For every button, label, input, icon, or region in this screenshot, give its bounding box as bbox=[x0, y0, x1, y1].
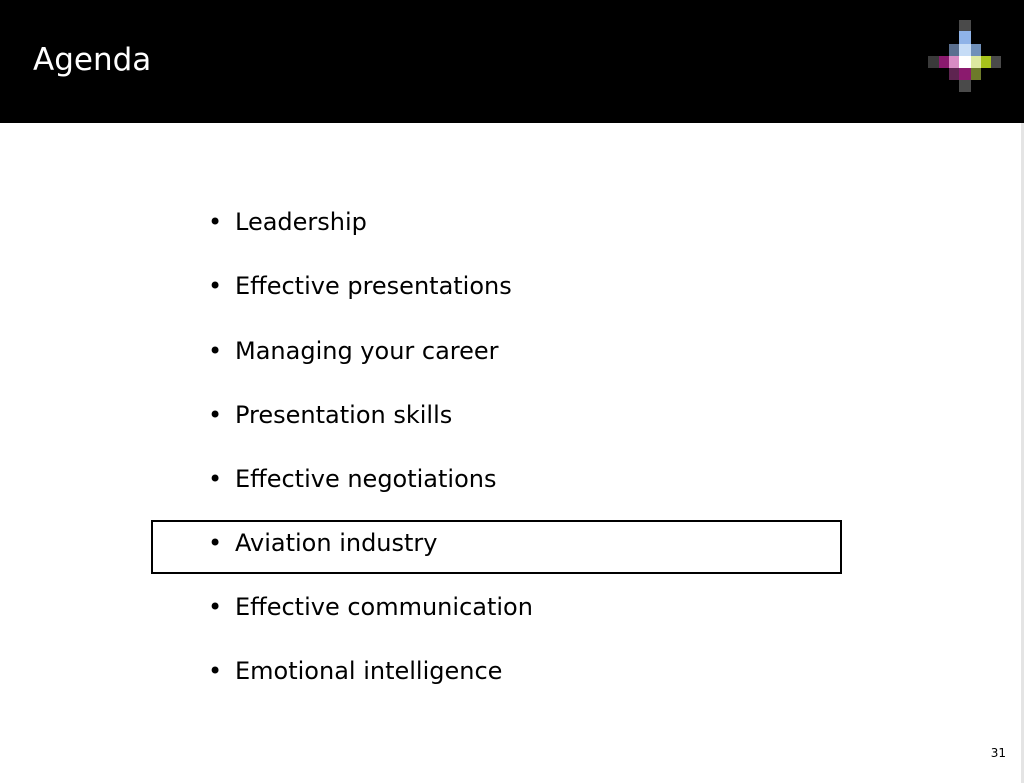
slide-title: Agenda bbox=[33, 42, 152, 78]
page-number: 31 bbox=[990, 746, 1006, 760]
pixel-star-logo-icon bbox=[928, 20, 1002, 94]
bullet-icon: • bbox=[208, 337, 223, 365]
agenda-item-label: Managing your career bbox=[235, 337, 499, 365]
agenda-item-emotional-intelligence bbox=[208, 653, 502, 689]
agenda-item-effective-presentations bbox=[208, 268, 512, 304]
agenda-item-label: Aviation industry bbox=[235, 529, 438, 557]
bullet-icon: • bbox=[208, 401, 223, 429]
agenda-item-label: Emotional intelligence bbox=[235, 657, 503, 685]
agenda-item-aviation-industry bbox=[208, 525, 438, 561]
agenda-item-label: Presentation skills bbox=[235, 401, 453, 429]
agenda-item-label: Effective presentations bbox=[235, 272, 512, 300]
slide-header bbox=[0, 0, 1024, 123]
bullet-icon: • bbox=[208, 208, 223, 236]
agenda-item-label: Leadership bbox=[235, 208, 367, 236]
agenda-item-label: Effective negotiations bbox=[235, 465, 497, 493]
agenda-item-effective-negotiations bbox=[208, 461, 497, 497]
bullet-icon: • bbox=[208, 657, 223, 685]
agenda-item-managing-career bbox=[208, 333, 499, 369]
agenda-item-leadership bbox=[208, 204, 367, 240]
bullet-icon: • bbox=[208, 272, 223, 300]
agenda-item-effective-communication bbox=[208, 589, 533, 625]
bullet-icon: • bbox=[208, 465, 223, 493]
agenda-item-label: Effective communication bbox=[235, 593, 533, 621]
agenda-item-presentation-skills bbox=[208, 397, 452, 433]
bullet-icon: • bbox=[208, 593, 223, 621]
bullet-icon: • bbox=[208, 529, 223, 557]
